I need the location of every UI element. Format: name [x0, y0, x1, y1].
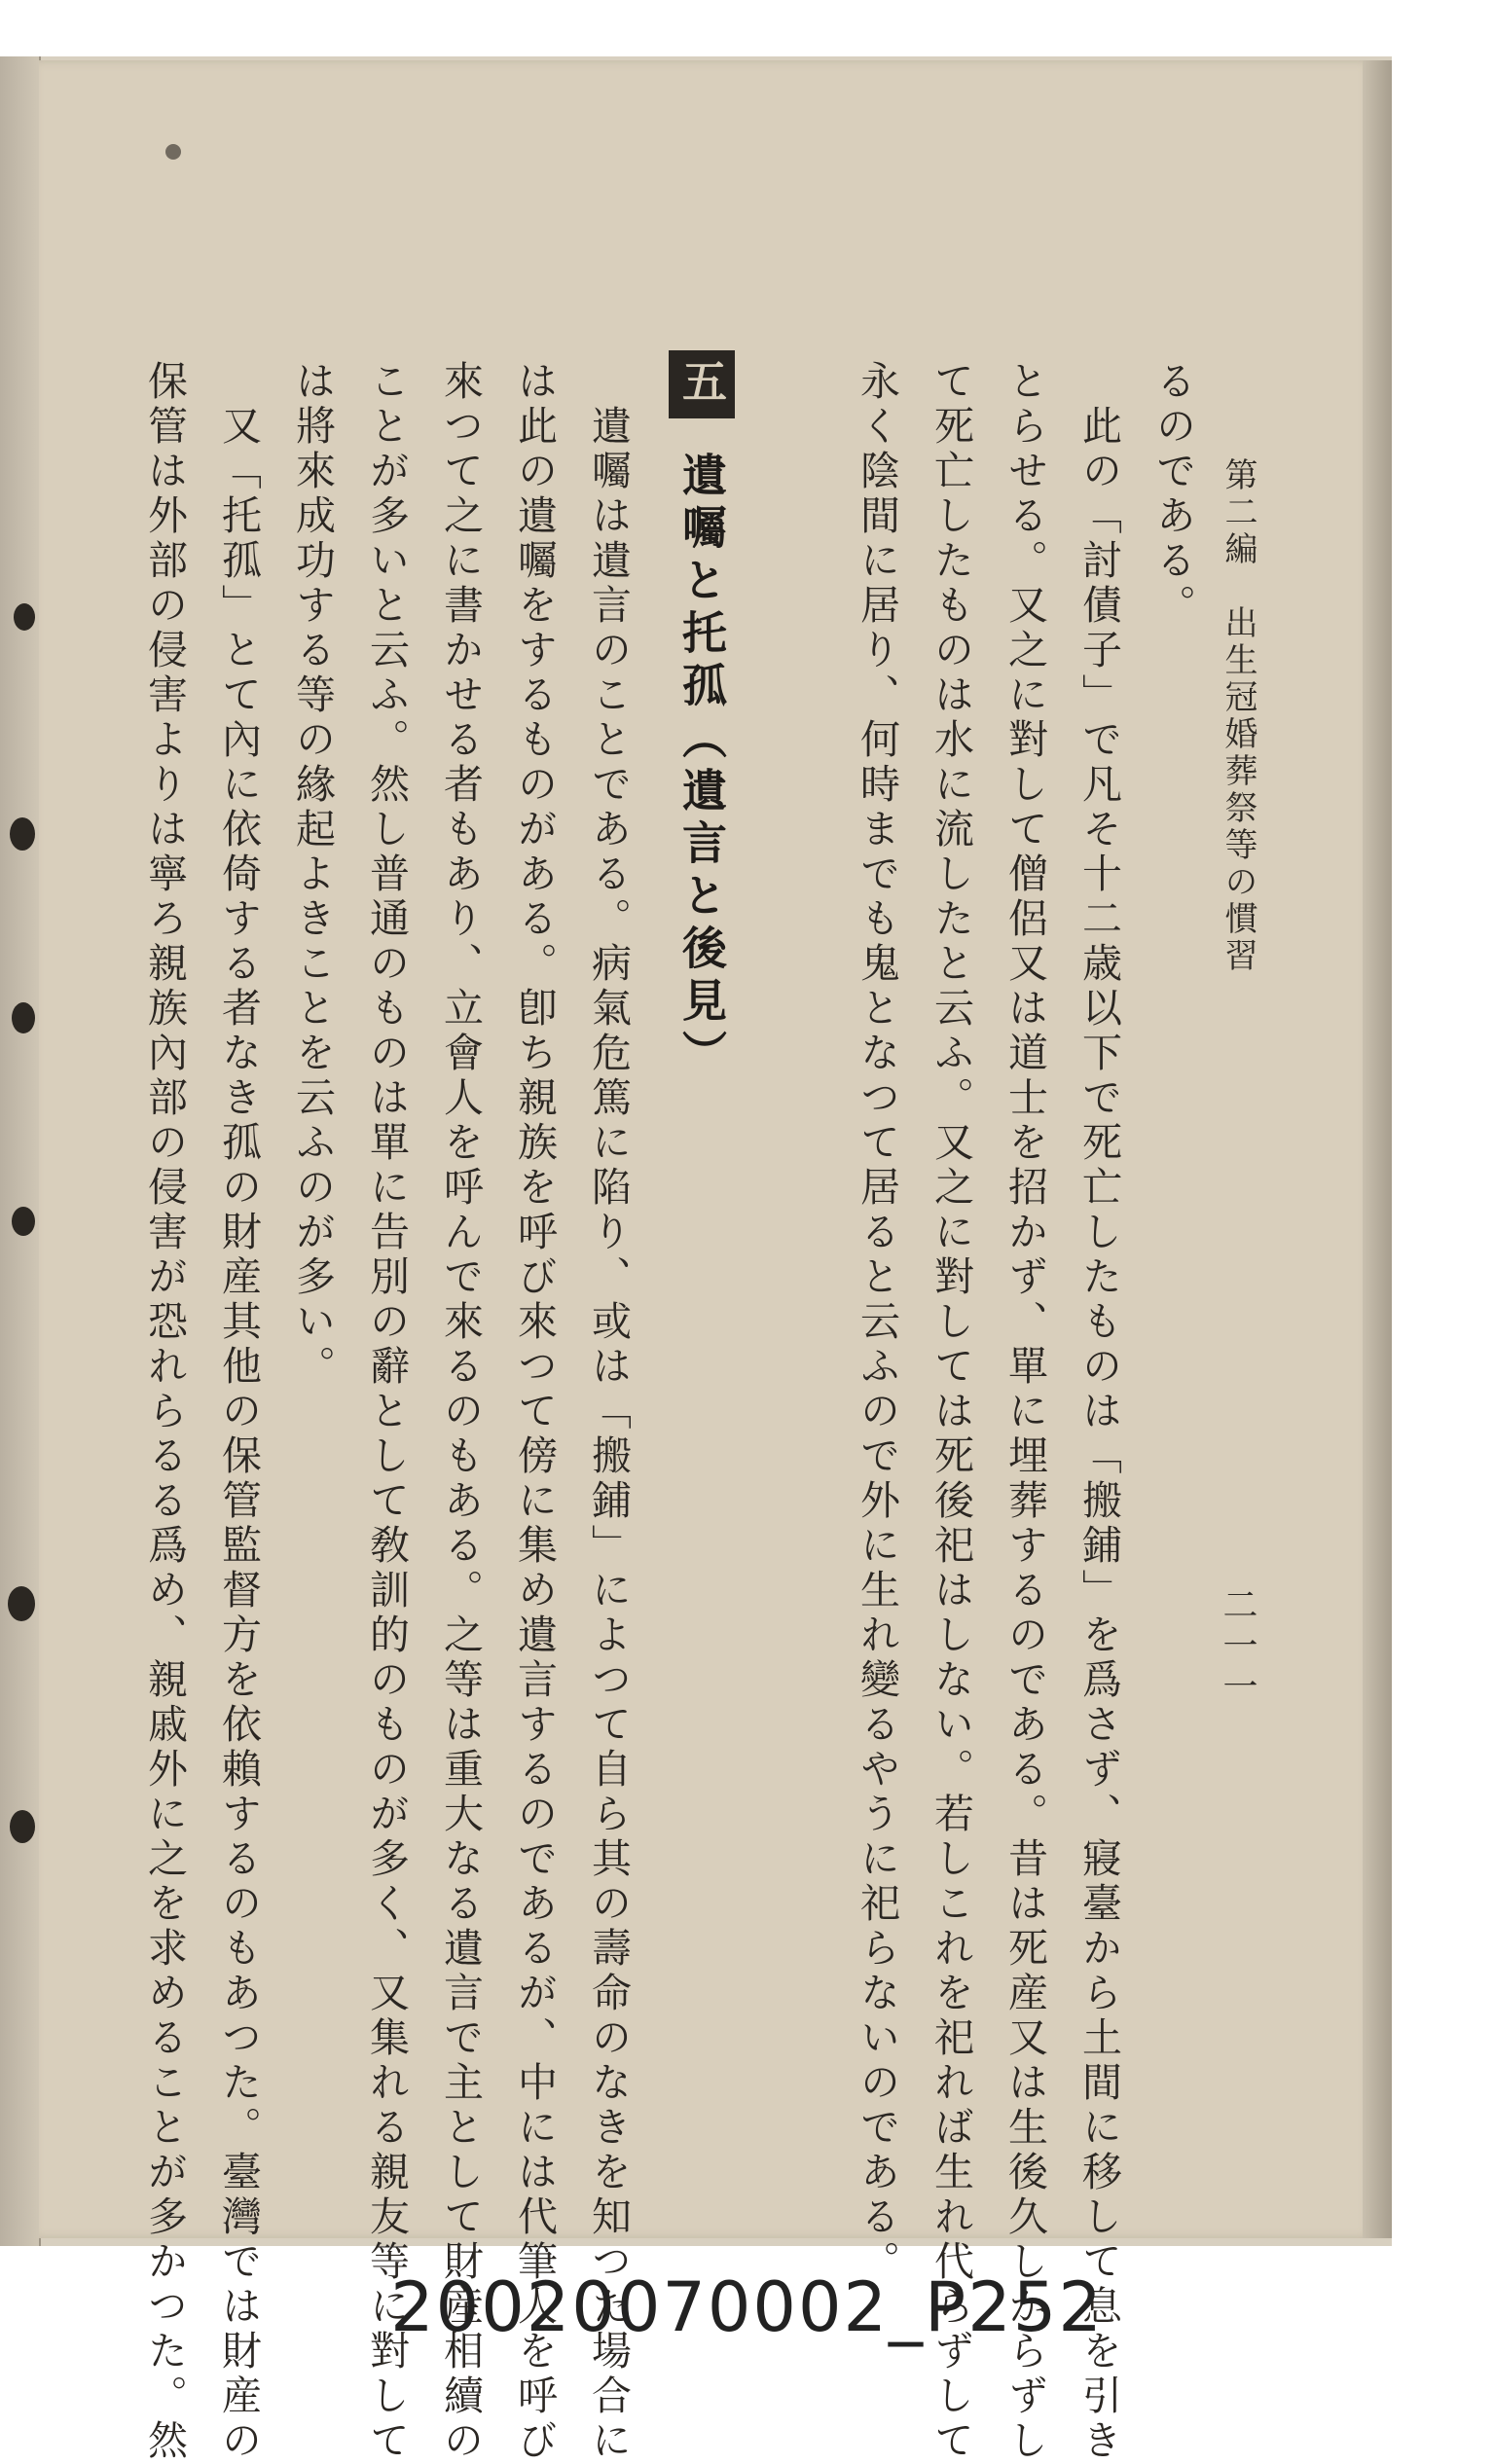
running-header: 第二編 出生冠婚葬祭等の慣習 [1219, 457, 1257, 975]
archive-id: 20020070002_P252 [390, 2267, 1104, 2347]
binding-hole [12, 1207, 35, 1236]
text-column: は將來成功する等の緣起よきことを云ふのが多い。 [289, 360, 336, 1390]
text-column: て死亡したものは水に流したと云ふ。又之に對しては死後祀はしない。若しこれを祀れば生れ代らずして [928, 360, 974, 2464]
section-number: 五 [669, 350, 735, 418]
binding-hole [8, 1586, 35, 1621]
text-column: 又「托孤」とて內に依倚する者なき孤の財産其他の保管監督方を依賴するのもあつた。臺灣では財産の [215, 360, 262, 2464]
text-column: は此の遺囑をするものがある。卽ち親族を呼び來つて傍に集め遺言するのであるが、中には代筆人を呼び [511, 360, 558, 2464]
section-heading [669, 350, 735, 1082]
page-stack-edge [1363, 60, 1392, 2238]
text-column: 來つて之に書かせる者もあり、立會人を呼んで來るのもある。之等は重大なる遺言で主として財産相續の [437, 360, 484, 2464]
section-title: 遺囑と托孤（遺言と後見） [675, 452, 728, 1083]
text-column: 保管は外部の侵害よりは寧ろ親族內部の侵害が恐れらるる爲め、親戚外に之を求めることが多かつた。然 [141, 360, 188, 2464]
text-column: 遺囑は遺言のことである。病氣危篤に陷り、或は「搬鋪」によつて自ら其の壽命のなきを知つた場合に [585, 360, 632, 2464]
text-column: 永く陰間に居り、何時までも鬼となつて居ると云ふので外に生れ變るやうに祀らないのである。 [854, 360, 900, 2285]
binding-hole [10, 1810, 35, 1843]
text-column: とらせる。又之に對して僧侶又は道士を招かず、單に埋葬するのである。昔は死産又は生後久しからずし [1002, 360, 1048, 2464]
binding-hole [14, 603, 35, 631]
previous-page-edge [0, 56, 41, 2246]
binding-hole [12, 1002, 35, 1033]
binding-hole [165, 144, 181, 160]
text-column: 此の「討債子」で凡そ十二歳以下で死亡したものは「搬鋪」を爲さず、寢臺から土間に移して息を引き [1075, 360, 1122, 2464]
binding-hole [10, 817, 35, 851]
page-number: 二一一 [1218, 1586, 1257, 1709]
text-column: るのである。 [1149, 360, 1196, 629]
text-column: ことが多いと云ふ。然し普通のものは單に告別の辭として敎訓的のものが多く、又集れる親友等に對して [363, 360, 410, 2464]
